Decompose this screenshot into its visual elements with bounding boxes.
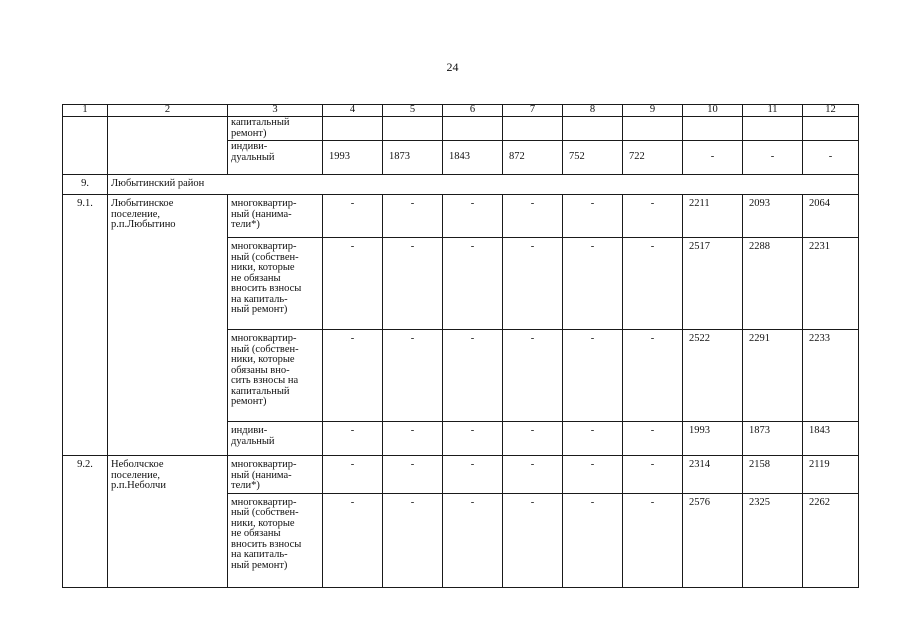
column-header: 9 <box>623 105 683 117</box>
value-cell: 2522 <box>683 330 743 422</box>
value-cell: - <box>323 238 383 330</box>
value-cell: 2093 <box>743 195 803 238</box>
value-cell: 2233 <box>803 330 859 422</box>
value-cell: 722 <box>623 141 683 175</box>
value-cell <box>443 117 503 141</box>
value-cell: 1843 <box>443 141 503 175</box>
value-cell: - <box>563 422 623 456</box>
value-cell: 2231 <box>803 238 859 330</box>
value-cell: 2262 <box>803 493 859 587</box>
value-cell: - <box>623 422 683 456</box>
settlement-name: Неболчское поселение, р.п.Неболчи <box>108 456 228 588</box>
value-cell: - <box>383 422 443 456</box>
value-cell: - <box>503 330 563 422</box>
value-cell <box>383 117 443 141</box>
value-cell: - <box>443 238 503 330</box>
district-row <box>63 175 859 195</box>
column-header: 7 <box>503 105 563 117</box>
housing-type-cell: многоквартир- ный (собствен- ники, которые не обязаны вносить взносы на капиталь- ный ремонт) <box>228 493 323 587</box>
column-header: 3 <box>228 105 323 117</box>
settlement-number: 9.2. <box>63 456 108 588</box>
value-cell: 2288 <box>743 238 803 330</box>
value-cell: - <box>323 456 383 494</box>
value-cell <box>323 117 383 141</box>
housing-type-cell: многоквартир- ный (собствен- ники, которые обязаны вно- сить взносы на капитальный ремонт) <box>228 330 323 422</box>
value-cell: - <box>623 456 683 494</box>
column-header: 5 <box>383 105 443 117</box>
value-cell: - <box>443 493 503 587</box>
value-cell: 2291 <box>743 330 803 422</box>
number-cell <box>63 117 108 175</box>
value-cell: - <box>323 330 383 422</box>
value-cell: - <box>383 238 443 330</box>
value-cell: - <box>383 493 443 587</box>
table-row <box>63 117 859 141</box>
header-row <box>63 105 859 117</box>
value-cell: 2325 <box>743 493 803 587</box>
value-cell: 2211 <box>683 195 743 238</box>
column-header: 12 <box>803 105 859 117</box>
value-cell: - <box>323 195 383 238</box>
value-cell: - <box>323 422 383 456</box>
value-cell: - <box>503 195 563 238</box>
value-cell: 1873 <box>743 422 803 456</box>
value-cell: 2576 <box>683 493 743 587</box>
value-cell: - <box>503 238 563 330</box>
value-cell: - <box>323 493 383 587</box>
value-cell: - <box>563 456 623 494</box>
column-header: 2 <box>108 105 228 117</box>
housing-type-cell: многоквартир- ный (собствен- ники, которые не обязаны вносить взносы на капиталь- ный ремонт) <box>228 238 323 330</box>
column-header: 4 <box>323 105 383 117</box>
value-cell: 1993 <box>323 141 383 175</box>
value-cell: - <box>563 238 623 330</box>
value-cell: - <box>443 422 503 456</box>
value-cell: 1993 <box>683 422 743 456</box>
housing-type-cell: капитальный ремонт) <box>228 117 323 141</box>
value-cell: 752 <box>563 141 623 175</box>
value-cell: 2517 <box>683 238 743 330</box>
column-header: 10 <box>683 105 743 117</box>
value-cell: - <box>683 141 743 175</box>
value-cell: 2158 <box>743 456 803 494</box>
value-cell: 2119 <box>803 456 859 494</box>
settlement-name: Любытинское поселение, р.п.Любытино <box>108 195 228 456</box>
value-cell <box>623 117 683 141</box>
value-cell: - <box>563 330 623 422</box>
value-cell: - <box>623 238 683 330</box>
value-cell: - <box>563 195 623 238</box>
value-cell: - <box>563 493 623 587</box>
column-header: 11 <box>743 105 803 117</box>
value-cell: 2314 <box>683 456 743 494</box>
column-header: 6 <box>443 105 503 117</box>
value-cell <box>683 117 743 141</box>
value-cell: - <box>623 493 683 587</box>
value-cell: - <box>443 195 503 238</box>
value-cell <box>803 117 859 141</box>
value-cell: - <box>503 456 563 494</box>
table-row <box>63 195 859 238</box>
value-cell <box>563 117 623 141</box>
value-cell: - <box>503 493 563 587</box>
value-cell: - <box>803 141 859 175</box>
value-cell: - <box>623 330 683 422</box>
housing-type-cell: многоквартир- ный (нанима- тели*) <box>228 195 323 238</box>
value-cell: - <box>443 330 503 422</box>
tariff-table <box>62 104 859 588</box>
value-cell: - <box>443 456 503 494</box>
value-cell: - <box>383 456 443 494</box>
housing-type-cell: индиви- дуальный <box>228 141 323 175</box>
district-name: Любытинский район <box>108 175 859 195</box>
value-cell: - <box>743 141 803 175</box>
settlement-number: 9.1. <box>63 195 108 456</box>
housing-type-cell: многоквартир- ный (нанима- тели*) <box>228 456 323 494</box>
value-cell: - <box>503 422 563 456</box>
column-header: 8 <box>563 105 623 117</box>
column-header: 1 <box>63 105 108 117</box>
value-cell: - <box>383 195 443 238</box>
value-cell: 872 <box>503 141 563 175</box>
value-cell: - <box>383 330 443 422</box>
housing-type-cell: индиви- дуальный <box>228 422 323 456</box>
value-cell: 1873 <box>383 141 443 175</box>
table-row <box>63 456 859 494</box>
value-cell: - <box>623 195 683 238</box>
district-number: 9. <box>63 175 108 195</box>
value-cell <box>503 117 563 141</box>
value-cell: 2064 <box>803 195 859 238</box>
page-number: 24 <box>446 60 459 74</box>
value-cell: 1843 <box>803 422 859 456</box>
settlement-cell <box>108 117 228 175</box>
value-cell <box>743 117 803 141</box>
